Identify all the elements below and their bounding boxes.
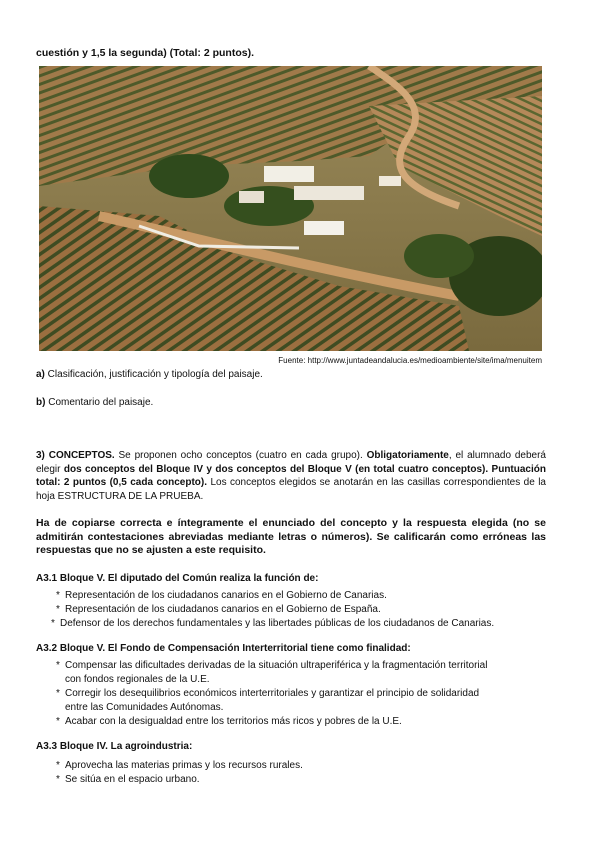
photo-source-caption: Fuente: http://www.juntadeandalucia.es/medioambiente/site/ima/menuitem — [278, 356, 542, 365]
section-3-text-2: , el alumnado deberá elegir — [36, 450, 546, 475]
a32-option-1 — [56, 659, 487, 673]
bullet-icon: * — [56, 716, 60, 727]
a32-option-2 — [56, 687, 479, 701]
section-3-bold-1: Obligatoriamente — [366, 450, 449, 461]
section-3-bold-2: dos conceptos del Bloque IV y dos conceptos del Bloque V (en total cuatro conceptos). Puntuación total: 2 puntos (0,5 cada concepto). — [36, 463, 546, 488]
a33-option-1-text: Aprovecha las materias primas y los recursos rurales. — [65, 760, 303, 771]
a32-option-1-text: Compensar las dificultades derivadas de la situación ultraperiférica y la fragmentación territorial — [65, 660, 488, 671]
bullet-icon: * — [56, 760, 60, 771]
bullet-icon: * — [56, 774, 60, 785]
landscape-illustration — [39, 66, 542, 351]
question-a-label: a) — [36, 369, 45, 380]
question-b-label: b) — [36, 397, 46, 408]
question-a-text: Clasificación, justificación y tipología del paisaje. — [44, 369, 263, 380]
a31-heading: A3.1 Bloque V. El diputado del Común realiza la función de: — [36, 573, 319, 584]
a32-option-2-text: Corregir los desequilibrios económicos interterritoriales y garantizar el principio de solidaridad — [65, 688, 480, 699]
a31-option-1-text: Representación de los ciudadanos canarios en el Gobierno de Canarias. — [65, 590, 387, 601]
previous-question-tail: cuestión y 1,5 la segunda) (Total: 2 puntos). — [36, 47, 254, 59]
bullet-icon: * — [56, 590, 60, 601]
question-a — [36, 369, 263, 380]
copy-instructions: Ha de copiarse correcta e íntegramente el enunciado del concepto y la respuesta elegida (no se admitirán contestaciones abreviadas mediante letras o números). Se calificarán como erróneas las respuestas que no se ajusten a este requisito. — [36, 517, 546, 556]
a32-option-3 — [56, 715, 402, 729]
a32-option-1-cont: con fondos regionales de la U.E. — [65, 674, 210, 685]
a31-option-2-text: Representación de los ciudadanos canarios en el Gobierno de España. — [65, 604, 381, 615]
section-3-title: 3) CONCEPTOS. — [36, 450, 115, 461]
a31-option-3-text: Defensor de los derechos fundamentales y las libertades públicas de los ciudadanos de Canarias. — [60, 618, 495, 629]
a31-option-1 — [56, 589, 387, 603]
a32-heading: A3.2 Bloque V. El Fondo de Compensación Interterritorial tiene como finalidad: — [36, 643, 411, 654]
a32-option-3-text: Acabar con la desigualdad entre los territorios más ricos y pobres de la U.E. — [65, 716, 402, 727]
a31-option-2 — [56, 603, 381, 617]
question-b — [36, 397, 153, 408]
section-3-text-3: Los conceptos elegidos se anotarán en las casillas correspondientes de la hoja ESTRUCTURA DE LA PRUEBA. — [36, 477, 546, 502]
question-b-text: Comentario del paisaje. — [45, 397, 154, 408]
a33-heading: A3.3 Bloque IV. La agroindustria: — [36, 741, 193, 752]
a33-option-2 — [56, 773, 200, 787]
bullet-icon: * — [56, 604, 60, 615]
bullet-icon: * — [51, 618, 55, 629]
a33-option-1 — [56, 759, 303, 773]
section-3-text-1: Se proponen ocho conceptos (cuatro en cada grupo). — [114, 450, 367, 461]
a31-option-3 — [51, 617, 494, 631]
aerial-farm-landscape-photo — [39, 66, 542, 351]
bullet-icon: * — [56, 688, 60, 699]
a33-option-2-text: Se sitúa en el espacio urbano. — [65, 774, 200, 785]
a32-option-2-cont: entre las Comunidades Autónomas. — [65, 702, 224, 713]
section-3-intro — [36, 449, 546, 503]
bullet-icon: * — [56, 660, 60, 671]
